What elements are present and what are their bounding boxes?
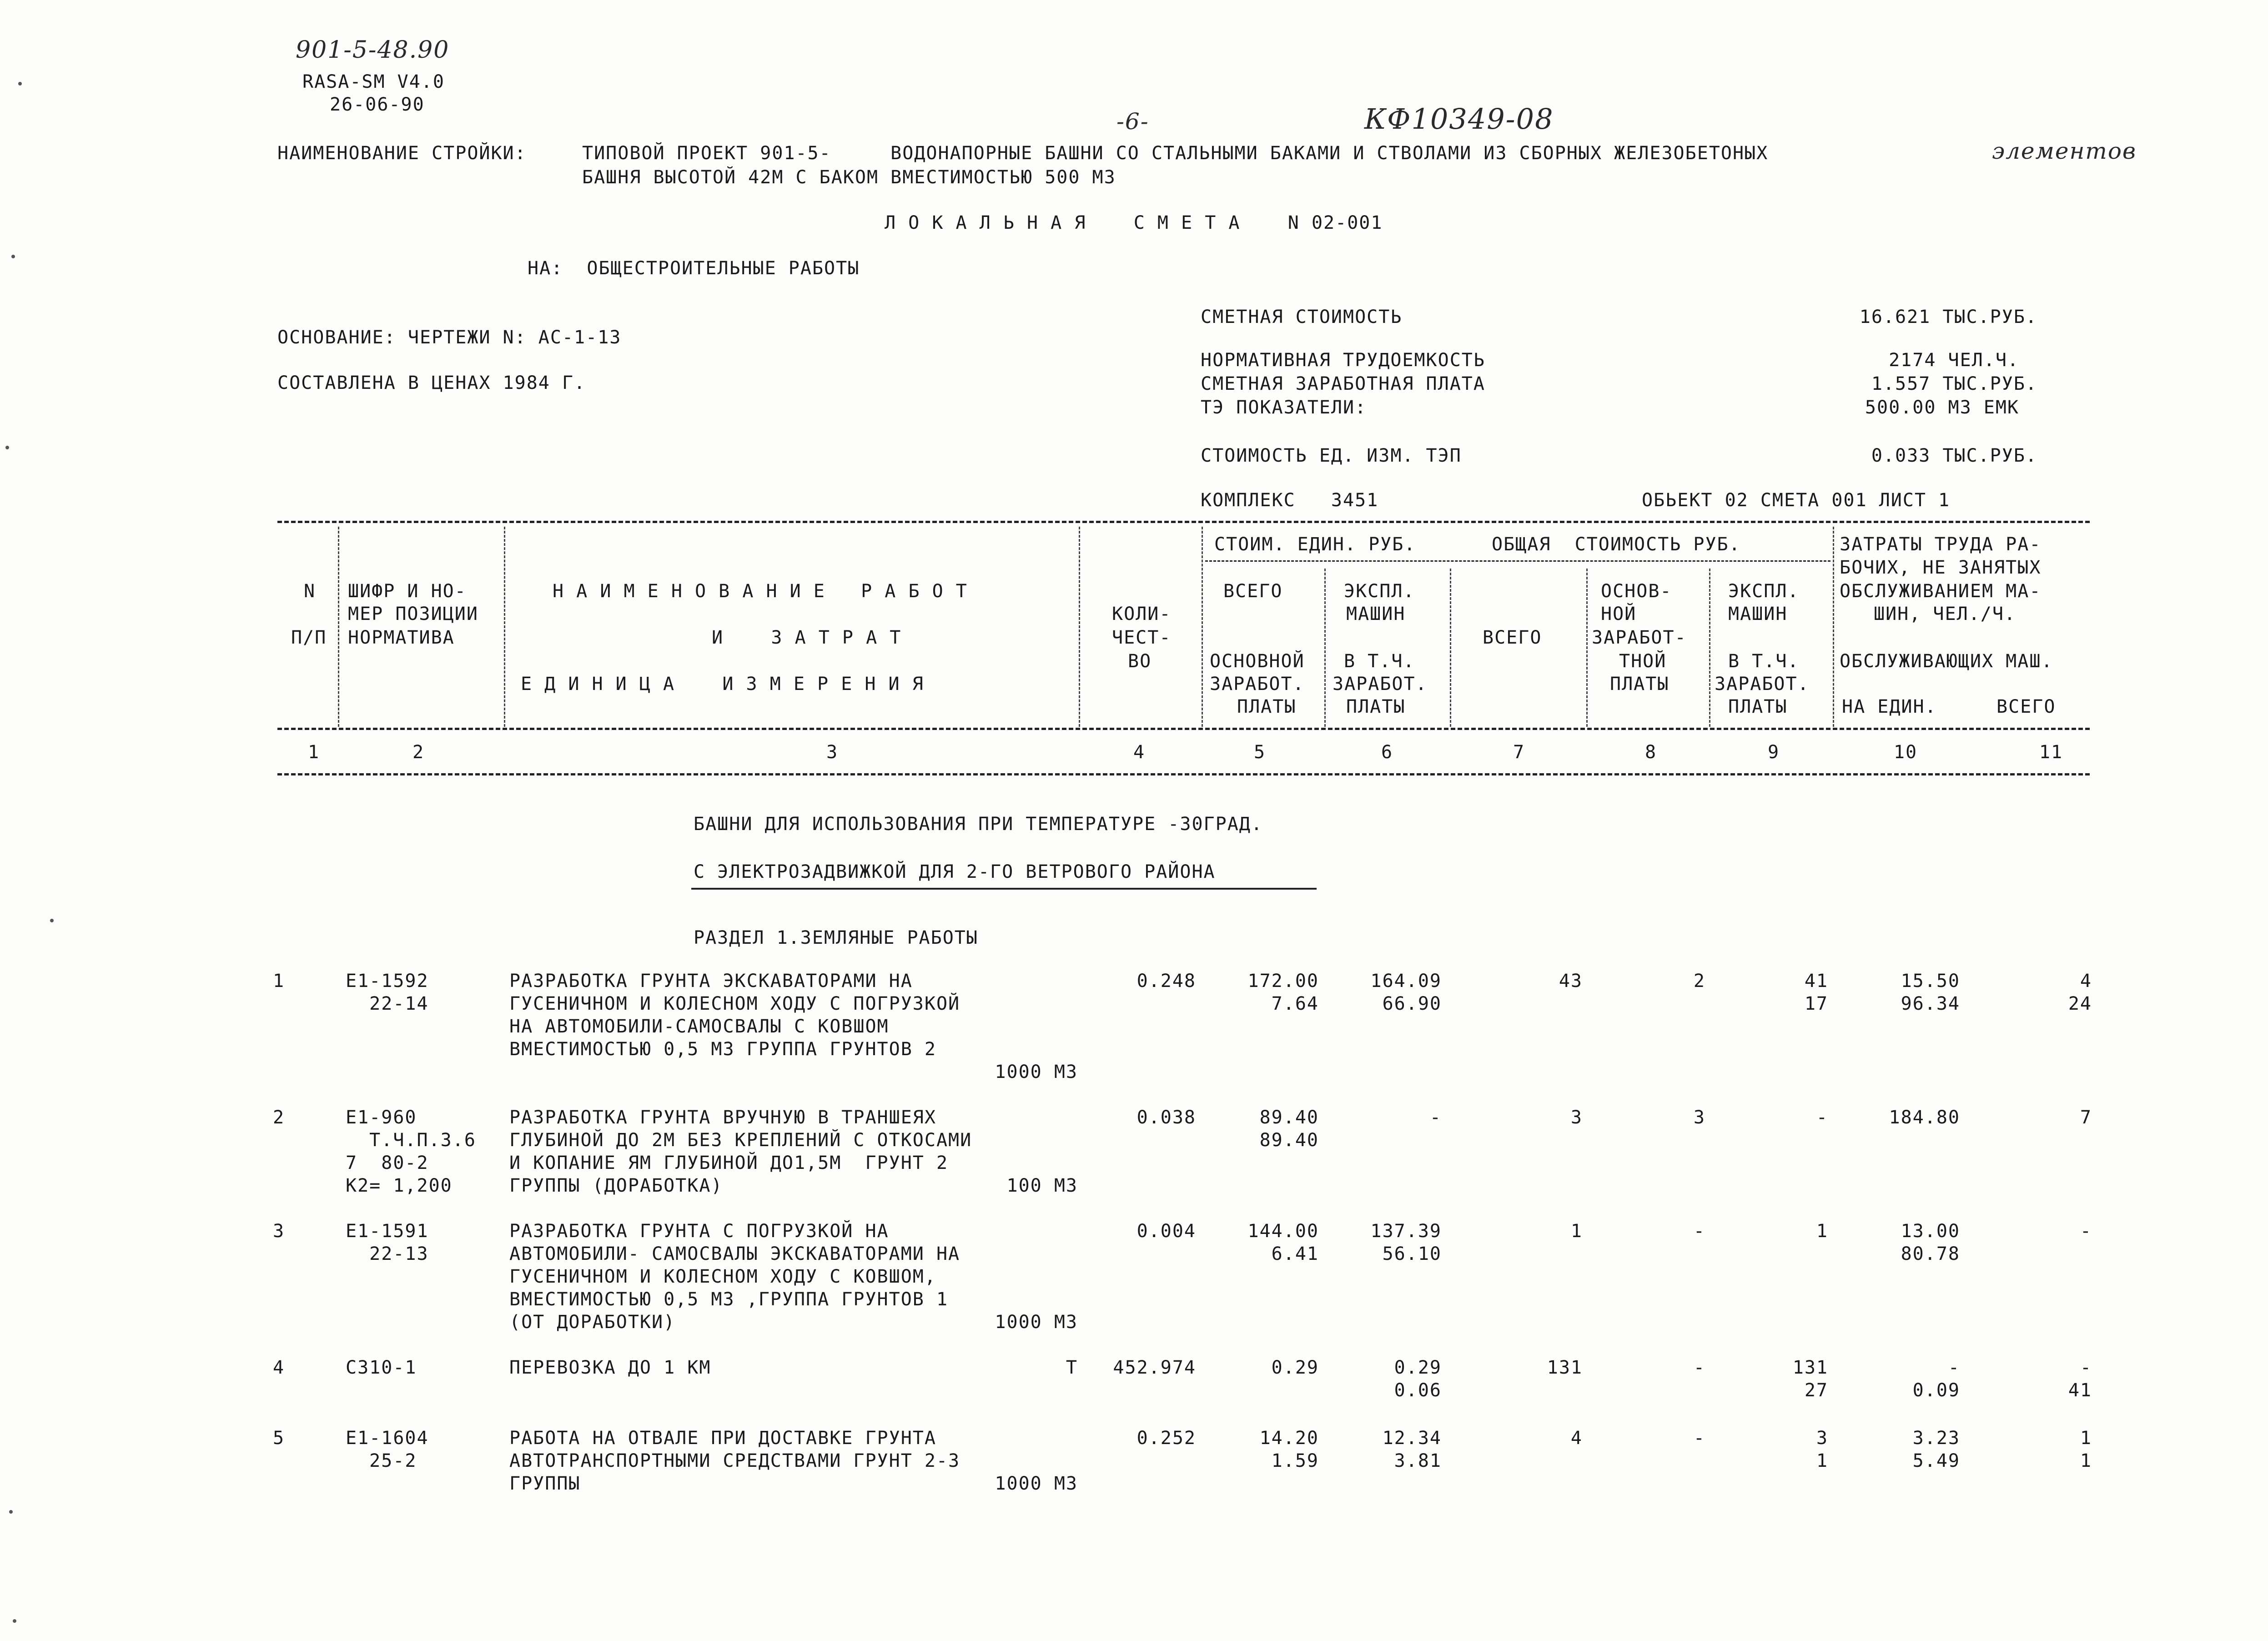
row-code: 22-13 [346,1243,429,1264]
row-c9: 17 [1804,993,1828,1014]
row-description: ПЕРЕВОЗКА ДО 1 КМ [509,1357,711,1378]
row-description: РАБОТА НА ОТВАЛЕ ПРИ ДОСТАВКЕ ГРУНТА [509,1428,936,1449]
header-name-3: Е Д И Н И Ц А И З М Е Р Е Н И Я [521,674,924,695]
col-sep-1 [338,527,339,727]
row-c6: 56.10 [1382,1243,1442,1264]
col-sep-3 [1079,527,1080,727]
row-c7: 4 [1570,1428,1583,1449]
header-c10-2: БОЧИХ, НЕ ЗАНЯТЫХ [1840,557,2042,578]
row-quantity: 452.974 [1113,1357,1196,1378]
row-c6: 0.06 [1394,1380,1442,1401]
header-c9-3: В Т.Ч. [1728,651,1800,672]
header-pp: П/П [291,627,327,648]
header-qty-2: ЧЕСТ- [1112,627,1172,648]
row-number: 4 [273,1357,285,1378]
row-c11: 1 [2080,1450,2092,1471]
row-description: ГЛУБИНОЙ ДО 2М БЕЗ КРЕПЛЕНИЙ С ОТКОСАМИ [509,1130,972,1151]
colnum-6: 6 [1381,742,1393,763]
subtitle-wind-region: С ЭЛЕКТРОЗАДВИЖКОЙ ДЛЯ 2-ГО ВЕТРОВОГО РАЙОНА [694,861,1216,882]
colnum-5: 5 [1253,742,1266,763]
header-code-1: ШИФР И НО- [348,581,467,602]
row-c6: 66.90 [1382,993,1442,1014]
row-c11: - [2080,1357,2092,1378]
row-c8: - [1693,1357,1705,1378]
col-sep-5 [1324,569,1326,727]
row-c10: 80.78 [1901,1243,1960,1264]
row-c8: - [1693,1221,1705,1242]
row-code: Е1-960 [346,1107,417,1128]
header-qty-1: КОЛИ- [1112,604,1172,624]
header-c9-2: МАШИН [1728,604,1788,624]
header-c7: ВСЕГО [1483,627,1542,648]
header-qty-3: ВО [1128,651,1152,672]
row-c9: 41 [1804,971,1828,992]
colnum-7: 7 [1513,742,1525,763]
works-for: НА: ОБЩЕСТРОИТЕЛЬНЫЕ РАБОТЫ [528,258,860,279]
row-c9: 1 [1816,1450,1828,1471]
row-c11: 4 [2080,971,2092,992]
row-c10: 96.34 [1901,993,1960,1014]
header-c6-1: ЭКСПЛ. [1344,581,1415,602]
construction-label: НАИМЕНОВАНИЕ СТРОЙКИ: [277,143,527,164]
header-code-2: МЕР ПОЗИЦИИ [348,604,478,624]
header-c6-3: В Т.Ч. [1344,651,1415,672]
header-n: N [304,581,316,602]
header-name-2: И З А Т Р А Т [712,627,902,648]
row-c7: 3 [1570,1107,1583,1128]
row-unit: Т [1066,1357,1078,1378]
colnum-9: 9 [1767,742,1780,763]
row-number: 2 [273,1107,285,1128]
header-unit-cost: СТОИМ. ЕДИН. РУБ. [1214,534,1416,555]
colnum-4: 4 [1133,742,1146,763]
col-sep-7 [1586,569,1588,727]
row-code: Е1-1592 [346,971,429,992]
section-title: РАЗДЕЛ 1.ЗЕМЛЯНЫЕ РАБОТЫ [694,927,978,948]
row-description: ГРУППЫ [509,1473,581,1494]
header-c6-5: ПЛАТЫ [1346,696,1406,717]
row-description: РАЗРАБОТКА ГРУНТА ЭКСКАВАТОРАМИ НА [509,971,913,992]
row-code: С310-1 [346,1357,417,1378]
page-number: -6- [1116,108,1149,135]
stamp-date: 26-06-90 [330,94,425,115]
header-c8-4: ТНОЙ [1619,651,1667,672]
header-c10-6: НА ЕДИН. [1842,696,1937,717]
row-c6: 12.34 [1382,1428,1442,1449]
row-code: 7 80-2 [346,1153,429,1173]
colnum-1: 1 [307,742,320,763]
row-c6: 3.81 [1394,1450,1442,1471]
row-c8: 3 [1693,1107,1705,1128]
row-description: АВТОМОБИЛИ- САМОСВАЛЫ ЭКСКАВАТОРАМИ НА [509,1243,961,1264]
row-unit: 1000 М3 [995,1062,1078,1082]
row-description: И КОПАНИЕ ЯМ ГЛУБИНОЙ ДО1,5М ГРУНТ 2 [509,1153,949,1173]
summary-value-cost: 16.621 ТЫС.РУБ. [1859,307,2037,327]
header-c11: ВСЕГО [1996,696,2056,717]
row-description: АВТОТРАНСПОРТНЫМИ СРЕДСТВАМИ ГРУНТ 2-3 [509,1450,961,1471]
row-description: ВМЕСТИМОСТЬЮ 0,5 М3 ГРУППА ГРУНТОВ 2 [509,1039,936,1060]
row-c7: 131 [1547,1357,1583,1378]
row-c11: - [2080,1221,2092,1242]
row-c9: 131 [1792,1357,1828,1378]
header-code-3: НОРМАТИВА [348,627,455,648]
row-c5: 89.40 [1259,1107,1319,1128]
construction-line2: БАШНЯ ВЫСОТОЙ 42М С БАКОМ ВМЕСТИМОСТЬЮ 500 М3 [582,167,1116,188]
object-sheet: ОБЬЕКТ 02 СМЕТА 001 ЛИСТ 1 [1642,490,1951,511]
row-c11: 1 [2080,1428,2092,1449]
header-c5-1: ВСЕГО [1223,581,1283,602]
summary-value-wage: 1.557 ТЫС.РУБ. [1871,373,2037,394]
row-c6: 164.09 [1370,971,1442,992]
row-c8: - [1693,1428,1705,1449]
row-description: ГУСЕНИЧНОМ И КОЛЕСНОМ ХОДУ С ПОГРУЗКОЙ [509,993,961,1014]
header-c5-2: ОСНОВНОЙ [1210,651,1305,672]
colnum-2: 2 [412,742,425,763]
row-description: НА АВТОМОБИЛИ-САМОСВАЛЫ С КОВШОМ [509,1016,889,1037]
header-c9-1: ЭКСПЛ. [1728,581,1800,602]
col-sep-2 [504,527,505,727]
header-c5-3: ЗАРАБОТ. [1210,674,1305,695]
table-header-rule [277,728,2090,730]
row-description: ВМЕСТИМОСТЬЮ 0,5 М3 ,ГРУППА ГРУНТОВ 1 [509,1289,949,1310]
row-c10: - [1948,1357,1960,1378]
row-c10: 3.23 [1912,1428,1960,1449]
row-description: РАЗРАБОТКА ГРУНТА ВРУЧНУЮ В ТРАНШЕЯХ [509,1107,936,1128]
row-c5: 144.00 [1247,1221,1319,1242]
row-description: (ОТ ДОРАБОТКИ) [509,1312,676,1333]
header-c8-3: ЗАРАБОТ- [1592,627,1687,648]
header-c6-4: ЗАРАБОТ. [1333,674,1428,695]
row-c11: 24 [2068,993,2092,1014]
row-c10: 13.00 [1901,1221,1960,1242]
row-code: 25-2 [346,1450,417,1471]
row-code: 22-14 [346,993,429,1014]
summary-label-wage: СМЕТНАЯ ЗАРАБОТНАЯ ПЛАТА [1201,373,1485,394]
header-name-1: Н А И М Е Н О В А Н И Е Р А Б О Т [553,581,968,602]
table-top-rule [277,521,2090,523]
row-code: Е1-1604 [346,1428,429,1449]
summary-value-unit-cost: 0.033 ТЫС.РУБ. [1871,445,2037,466]
header-total-cost: ОБЩАЯ СТОИМОСТЬ РУБ. [1492,534,1741,555]
row-quantity: 0.038 [1137,1107,1196,1128]
scan-speck [18,82,22,86]
header-c9-4: ЗАРАБОТ. [1715,674,1810,695]
row-c5: 172.00 [1247,971,1319,992]
stamp-system: RASA-SM V4.0 [302,71,445,92]
header-c10-4: ШИН, ЧЕЛ./Ч. [1874,604,2016,624]
estimate-title: Л О К А Л Ь Н А Я С М Е Т А N 02-001 [885,212,1383,233]
row-c10: 184.80 [1889,1107,1960,1128]
complex-number: КОМПЛЕКС 3451 [1201,490,1379,511]
row-c11: 41 [2068,1380,2092,1401]
row-c7: 43 [1559,971,1583,992]
summary-label-tep: ТЭ ПОКАЗАТЕЛИ: [1201,397,1367,418]
summary-label-cost: СМЕТНАЯ СТОИМОСТЬ [1201,307,1403,327]
row-quantity: 0.004 [1137,1221,1196,1242]
row-description: РАЗРАБОТКА ГРУНТА С ПОГРУЗКОЙ НА [509,1221,889,1242]
document-code: КФ10349-08 [1364,102,1554,136]
scan-speck [11,255,15,258]
row-c6: 137.39 [1370,1221,1442,1242]
col-sep-4 [1202,527,1203,727]
colnum-8: 8 [1644,742,1657,763]
row-c5: 7.64 [1271,993,1319,1014]
row-c5: 6.41 [1271,1243,1319,1264]
header-c8-2: НОЙ [1601,604,1637,624]
colnum-3: 3 [826,742,839,763]
row-c9: 27 [1804,1380,1828,1401]
row-quantity: 0.248 [1137,971,1196,992]
header-unit-cost-rule [1205,560,1830,562]
header-c6-2: МАШИН [1346,604,1406,624]
row-c11: 7 [2080,1107,2092,1128]
construction-line1: ТИПОВОЙ ПРОЕКТ 901-5- ВОДОНАПОРНЫЕ БАШНИ СО СТАЛЬНЫМИ БАКАМИ И СТВОЛАМИ ИЗ СБОРНЫХ ЖЕЛЕЗОБЕТОНЫХ [582,143,1769,164]
row-c9: 1 [1816,1221,1828,1242]
row-c10: 5.49 [1912,1450,1960,1471]
table-colnum-rule [277,773,2090,775]
row-unit: 100 М3 [1006,1175,1078,1196]
row-c5: 1.59 [1271,1450,1319,1471]
row-description: ГРУППЫ (ДОРАБОТКА) [509,1175,723,1196]
row-c10: 15.50 [1901,971,1960,992]
col-sep-6 [1450,569,1451,727]
header-c8-5: ПЛАТЫ [1610,674,1670,695]
header-c10-5: ОБСЛУЖИВАЮЩИХ МАШ. [1840,651,2053,672]
header-c10-1: ЗАТРАТЫ ТРУДА РА- [1840,534,2042,555]
row-quantity: 0.252 [1137,1428,1196,1449]
row-code: К2= 1,200 [346,1175,453,1196]
row-c9: 3 [1816,1428,1828,1449]
row-c5: 0.29 [1271,1357,1319,1378]
scan-speck [50,919,54,922]
row-number: 5 [273,1428,285,1449]
summary-value-tep: 500.00 М3 ЕМК [1865,397,2019,418]
row-description: ГУСЕНИЧНОМ И КОЛЕСНОМ ХОДУ С КОВШОМ, [509,1266,936,1287]
subtitle-underline [691,888,1317,890]
row-c8: 2 [1693,971,1705,992]
summary-label-labor: НОРМАТИВНАЯ ТРУДОЕМКОСТЬ [1201,350,1485,371]
header-c8-1: ОСНОВ- [1601,581,1672,602]
scan-speck [5,446,9,449]
row-unit: 1000 М3 [995,1473,1078,1494]
subtitle-temperature: БАШНИ ДЛЯ ИСПОЛЬЗОВАНИЯ ПРИ ТЕМПЕРАТУРЕ -30ГРАД. [694,814,1263,835]
summary-label-unit-cost: СТОИМОСТЬ ЕД. ИЗМ. ТЭП [1201,445,1462,466]
scan-speck [13,1619,16,1623]
col-sep-8 [1709,569,1710,727]
colnum-11: 11 [2039,742,2063,763]
colnum-10: 10 [1893,742,1918,763]
row-c5: 89.40 [1259,1130,1319,1151]
summary-value-labor: 2174 ЧЕЛ.Ч. [1889,350,2019,371]
row-c7: 1 [1570,1221,1583,1242]
basis: ОСНОВАНИЕ: ЧЕРТЕЖИ N: АС-1-13 [277,327,622,348]
row-code: Е1-1591 [346,1221,429,1242]
row-unit: 1000 М3 [995,1312,1078,1333]
construction-line1-handwritten: элементов [1992,138,2137,164]
row-c10: 0.09 [1912,1380,1960,1401]
row-c6: 0.29 [1394,1357,1442,1378]
row-c9: - [1816,1107,1828,1128]
header-c10-3: ОБСЛУЖИВАНИЕМ МА- [1840,581,2042,602]
row-number: 1 [273,971,285,992]
price-base: СОСТАВЛЕНА В ЦЕНАХ 1984 Г. [277,372,586,393]
col-sep-9 [1833,527,1834,727]
stamp-code: 901-5-48.90 [296,36,450,64]
header-c9-5: ПЛАТЫ [1728,696,1788,717]
row-number: 3 [273,1221,285,1242]
header-c5-4: ПЛАТЫ [1237,696,1297,717]
row-c6: - [1429,1107,1442,1128]
row-c5: 14.20 [1259,1428,1319,1449]
scan-speck [9,1510,13,1514]
row-code: Т.Ч.П.3.6 [346,1130,476,1151]
